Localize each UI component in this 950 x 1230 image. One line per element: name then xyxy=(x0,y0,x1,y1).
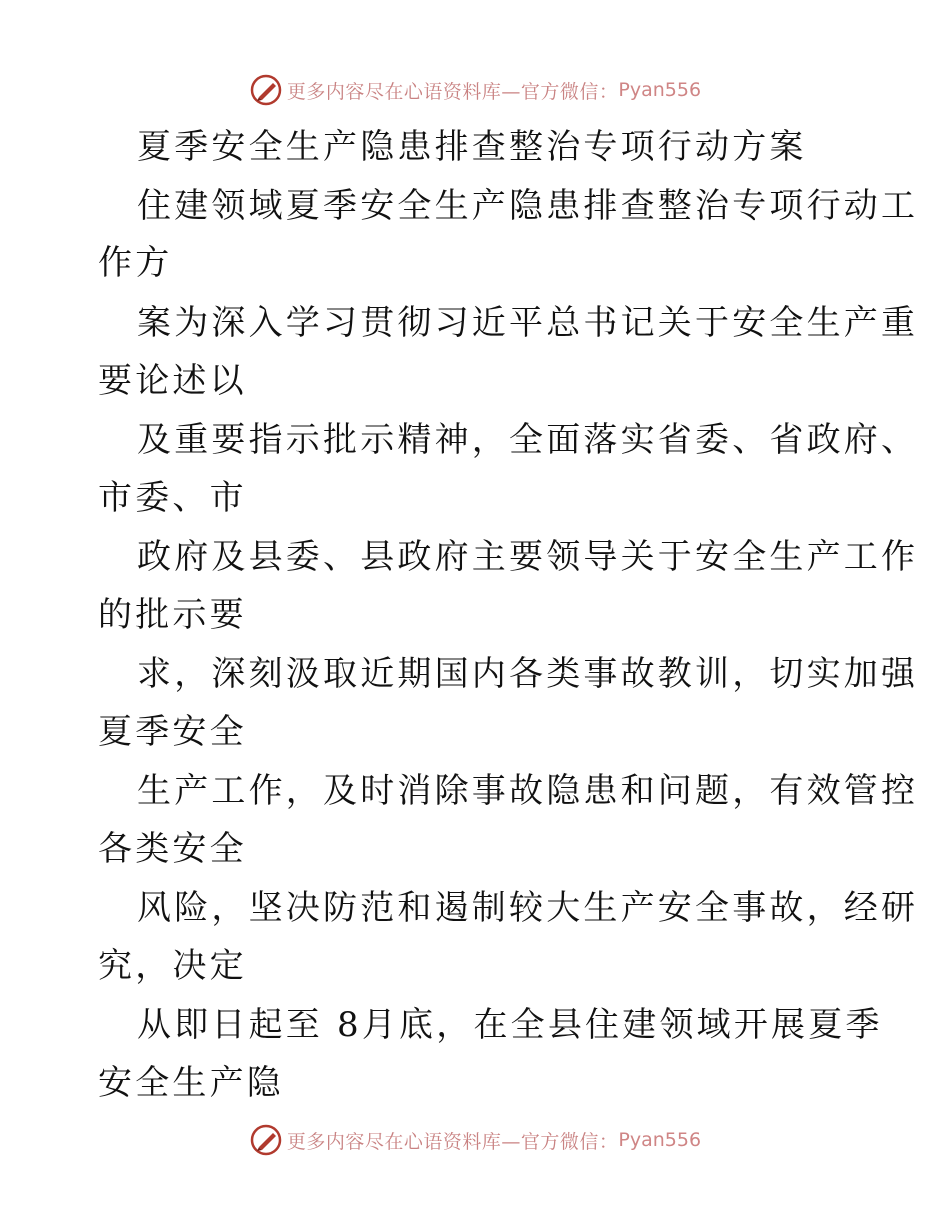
paragraph-line: 市委、市 xyxy=(98,478,247,518)
paragraph-line: 政府及县委、县政府主要领导关于安全生产工作 xyxy=(137,537,919,577)
pen-logo-icon xyxy=(249,1123,283,1157)
paragraph-line: 案为深入学习贯彻习近平总书记关于安全生产重 xyxy=(137,303,919,343)
pen-logo-icon xyxy=(249,73,283,107)
watermark-wechat-id: Pyan556 xyxy=(618,1129,702,1151)
paragraph-line: 究，决定 xyxy=(98,946,247,986)
paragraph-line: 安全生产隐 xyxy=(98,1063,284,1103)
paragraph-line: 要论述以 xyxy=(98,361,247,401)
paragraph-line: 住建领域夏季安全生产隐患排查整治专项行动工 xyxy=(137,186,919,226)
paragraph-line: 作方 xyxy=(98,243,173,283)
paragraph-line: 及重要指示批示精神，全面落实省委、省政府、 xyxy=(137,420,919,460)
watermark-wechat-id: Pyan556 xyxy=(618,79,702,101)
paragraph-line: 生产工作，及时消除事故隐患和问题，有效管控 xyxy=(137,771,919,811)
paragraph-line: 风险，坚决防范和遏制较大生产安全事故，经研 xyxy=(137,888,919,928)
footer-watermark xyxy=(0,1120,950,1160)
paragraph-line: 的批示要 xyxy=(98,595,247,635)
header-watermark xyxy=(0,70,950,110)
paragraph-line: 各类安全 xyxy=(98,829,247,869)
paragraph-line: 夏季安全 xyxy=(98,712,247,752)
paragraph-line: 求，深刻汲取近期国内各类事故教训，切实加强 xyxy=(137,654,919,694)
watermark-text: 更多内容尽在心语资料库—官方微信： xyxy=(286,1130,619,1153)
watermark-text: 更多内容尽在心语资料库—官方微信： xyxy=(286,80,619,103)
paragraph-line: 从即日起至 8月底，在全县住建领域开展夏季 xyxy=(137,1005,883,1045)
document-title: 夏季安全生产隐患排查整治专项行动方案 xyxy=(137,127,807,167)
